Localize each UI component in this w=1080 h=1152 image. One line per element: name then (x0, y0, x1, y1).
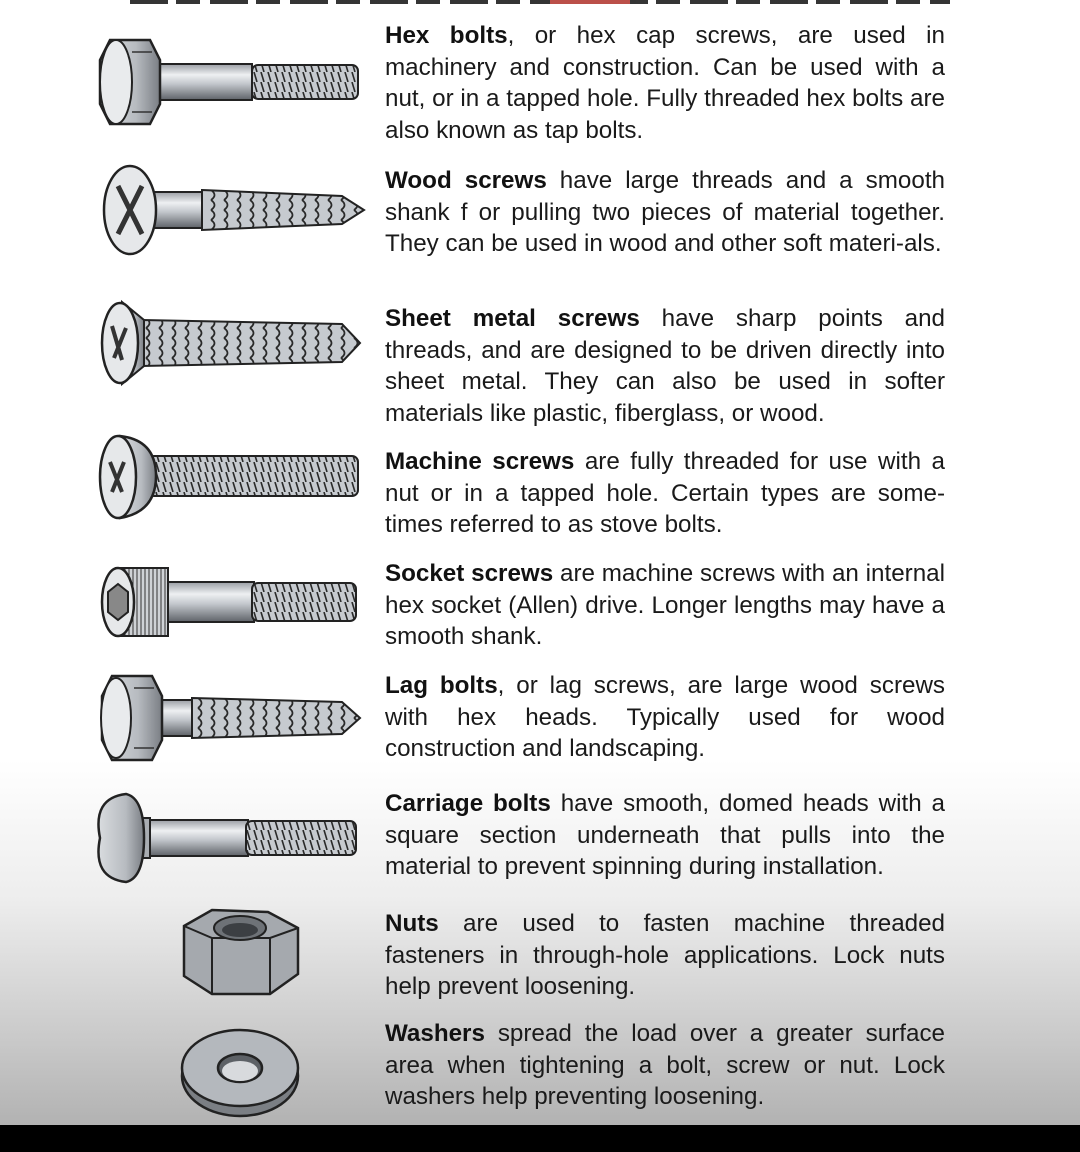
fastener-description: Washers spread the load over a greater surface area when tightening a bolt, screw or nut. Lock washers help preventing loosening. (385, 1020, 945, 1111)
cropped-title-remnant (130, 0, 950, 4)
fastener-name: Nuts (385, 910, 439, 937)
fastener-name: Lag bolts (385, 672, 498, 699)
wood-screw-icon (92, 160, 372, 260)
machine-screw-icon (92, 432, 372, 522)
lag-bolt-icon (92, 668, 372, 768)
fastener-description: Hex bolts, or hex cap screws, are used in machinery and construction. Can be used with a nut, or in a tapped hole. Fully threaded hex bolts are also known as tap bolts. (385, 22, 945, 145)
fastener-name: Hex bolts (385, 22, 508, 49)
hex-bolt-icon (92, 32, 372, 132)
fastener-name: Washers (385, 1020, 485, 1047)
fastener-description: Carriage bolts have smooth, domed heads with a square section underneath that pulls into the material to prevent spinning during installation. (385, 790, 946, 881)
sheet-metal-screw-icon (92, 298, 372, 388)
washer-icon (92, 1024, 372, 1120)
fastener-name: Socket screws (385, 560, 554, 587)
fastener-description: Nuts are used to fasten machine threaded fasteners in through-hole applications. Lock nuts help prevent loosening. (385, 910, 945, 1001)
screen-bottom-bar (0, 1125, 1080, 1152)
fastener-name: Carriage bolts (385, 790, 551, 817)
nut-icon (92, 908, 372, 1000)
fastener-name: Machine screws (385, 448, 575, 475)
fastener-description: Socket screws are machine screws with an internal hex socket (Allen) drive. Longer lengths may have a smooth shank. (385, 560, 945, 651)
fastener-description: Sheet metal screws have sharp points and threads, and are designed to be driven directly into sheet metal. They can also be used in softer materials like plastic, fiberglass, or wood. (385, 305, 946, 428)
fastener-name: Wood screws (385, 167, 547, 194)
fastener-name: Sheet metal screws (385, 305, 640, 332)
fastener-description: Lag bolts, or lag screws, are large wood screws with hex heads. Typically used for wood construction and landscaping. (385, 672, 946, 763)
socket-screw-icon (92, 562, 372, 642)
carriage-bolt-icon (92, 790, 372, 886)
fastener-description: Wood screws have large threads and a smooth shank f or pulling two pieces of material together. They can be used in wood and other soft materi-als. (385, 167, 945, 258)
fastener-description: Machine screws are fully threaded for use with a nut or in a tapped hole. Certain types are some-times referred to as stove bolts. (385, 448, 945, 539)
